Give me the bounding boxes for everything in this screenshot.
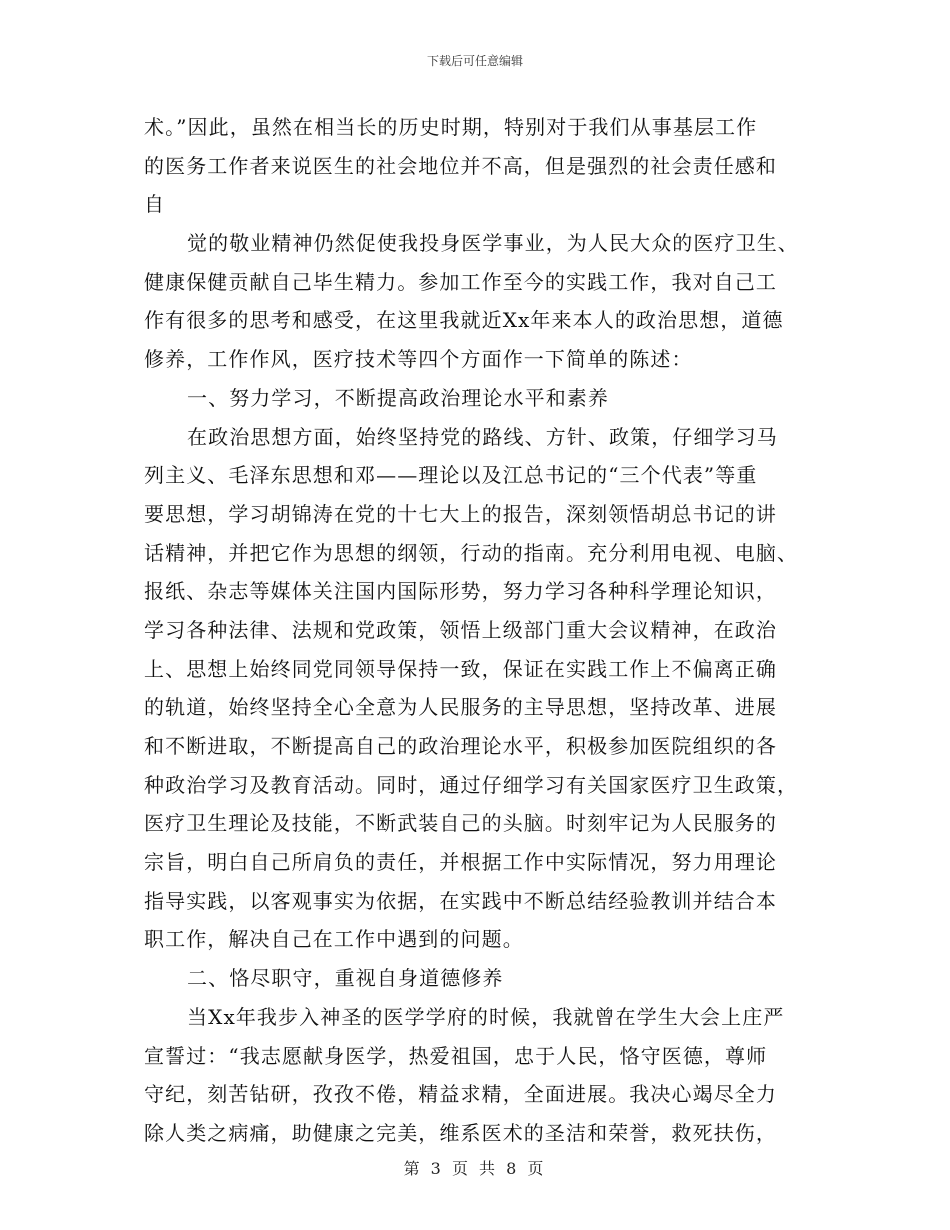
- text-line: 列主义、毛泽东思想和邓——理论以及江总书记的“三个代表”等重: [144, 463, 758, 488]
- page-footer: 第 3 页 共 8 页: [403, 1159, 547, 1178]
- text-line: 医疗卫生理论及技能，不断武装自己的头脑。时刻牢记为人民服务的: [144, 811, 777, 836]
- text-line: 术。”因此，虽然在相当长的历史时期，特别对于我们从事基层工作: [144, 115, 758, 139]
- text-line: 除人类之病痛，助健康之完美，维系医术的圣洁和荣誉，救死扶伤，: [144, 1120, 777, 1145]
- text-line: 修养，工作作风，医疗技术等四个方面作一下简单的陈述：: [144, 347, 693, 372]
- text-line: 在政治思想方面，始终坚持党的路线、方针、政策，仔细学习马: [187, 424, 778, 449]
- header-note: 下载后可任意编辑: [426, 54, 523, 68]
- text-line: 学习各种法律、法规和党政策，领悟上级部门重大会议精神，在政治: [144, 617, 777, 642]
- text-line: 作有很多的思考和感受，在这里我就近Xx年来本人的政治思想，道德: [144, 308, 784, 333]
- text-line: 当Xx年我步入神圣的医学学府的时候，我就曾在学生大会上庄严: [187, 1004, 785, 1029]
- text-line: 守纪，刻苦钻研，孜孜不倦，精益求精，全面进展。我决心竭尽全力: [144, 1082, 777, 1107]
- text-line: 报纸、杂志等媒体关注国内国际形势，努力学习各种科学理论知识，: [144, 579, 777, 604]
- text-line: 一、努力学习，不断提高政治理论水平和素养: [187, 385, 609, 410]
- body-text: [144, 108, 808, 1153]
- text-line: 觉的敬业精神仍然促使我投身医学事业，为人民大众的医疗卫生、: [187, 231, 799, 256]
- text-line: 的轨道，始终坚持全心全意为人民服务的主导思想，坚持改革、进展: [144, 695, 777, 720]
- text-line: 指导实践，以客观事实为依据，在实践中不断总结经验教训并结合本: [144, 888, 777, 913]
- text-line: 种政治学习及教育活动。同时，通过仔细学习有关国家医疗卫生政策，: [144, 772, 799, 797]
- text-line: 职工作，解决自己在工作中遇到的问题。: [144, 927, 524, 952]
- text-line: 和不断进取，不断提高自己的政治理论水平，积极参加医院组织的各: [144, 734, 777, 758]
- text-line: 二、恪尽职守，重视自身道德修养: [187, 966, 504, 991]
- text-line: 话精神，并把它作为思想的纲领，行动的指南。充分利用电视、电脑、: [144, 540, 799, 565]
- text-line: 要思想，学习胡锦涛在党的十七大上的报告，深刻领悟胡总书记的讲: [144, 501, 777, 526]
- text-line: 宣誓过：“我志愿献身医学，热爱祖国，忠于人民，恪守医德，尊师: [144, 1043, 768, 1068]
- text-line: 健康保健贡献自己毕生精力。参加工作至今的实践工作，我对自己工: [144, 269, 777, 294]
- text-line: 宗旨，明白自己所肩负的责任，并根据工作中实际情况，努力用理论: [144, 850, 777, 875]
- text-line: 自: [144, 192, 166, 217]
- text-line: 上、思想上始终同党同领导保持一致，保证在实践工作上不偏离正确: [144, 656, 777, 681]
- text-line: 的医务工作者来说医生的社会地位并不高，但是强烈的社会责任感和: [144, 153, 777, 178]
